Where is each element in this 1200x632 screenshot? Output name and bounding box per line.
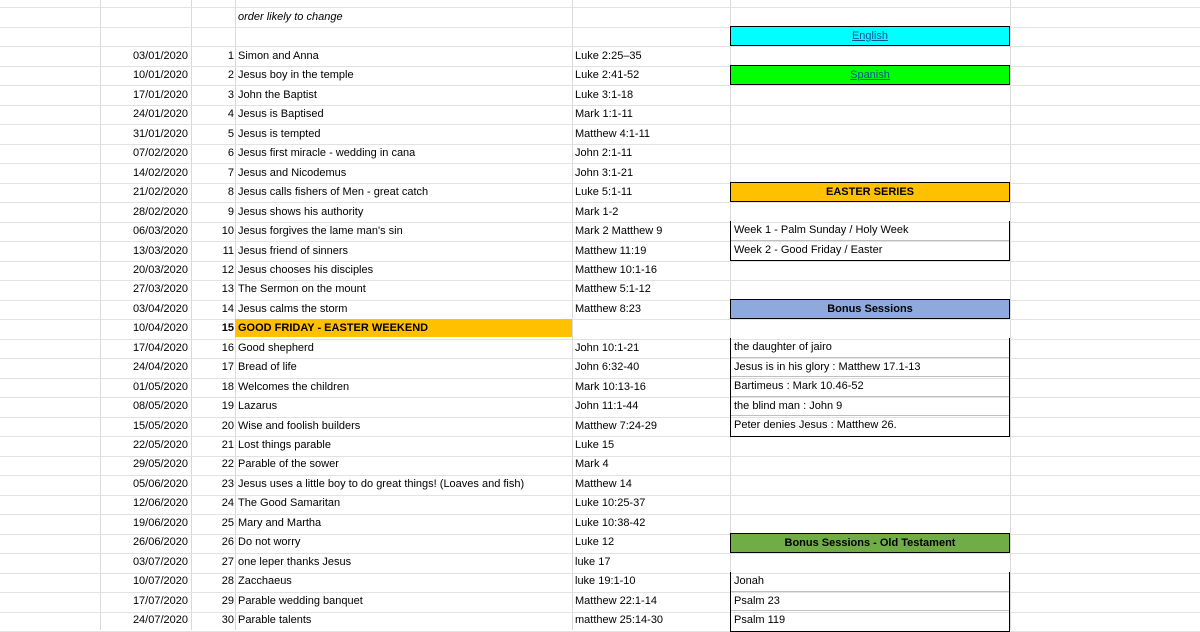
english-link[interactable]: English <box>851 30 889 42</box>
lesson-number-cell[interactable]: 2 <box>227 69 234 82</box>
lesson-date-cell[interactable]: 14/02/2020 <box>132 166 188 179</box>
lesson-title-cell[interactable]: The Good Samaritan <box>238 497 341 510</box>
lesson-title-cell[interactable]: The Sermon on the mount <box>238 283 366 296</box>
lesson-date-cell[interactable]: 19/06/2020 <box>132 516 188 529</box>
lesson-reference-cell[interactable]: Matthew 14 <box>575 477 632 490</box>
lesson-reference-cell[interactable]: Matthew 4:1-11 <box>575 127 651 140</box>
list-item: Jonah <box>731 572 1009 592</box>
lesson-title-cell[interactable]: Jesus and Nicodemus <box>238 166 347 179</box>
lesson-reference-cell[interactable]: John 10:1-21 <box>575 341 640 354</box>
lesson-number-cell[interactable]: 16 <box>221 341 234 354</box>
lesson-title-cell[interactable]: Jesus shows his authority <box>238 205 364 218</box>
lesson-title-cell[interactable]: Jesus forgives the lame man's sin <box>238 225 403 238</box>
lesson-date-cell[interactable]: 10/07/2020 <box>132 575 188 588</box>
lesson-date-cell[interactable]: 17/07/2020 <box>132 594 188 607</box>
list-item: the blind man : John 9 <box>731 397 1009 417</box>
lesson-title-cell[interactable]: Welcomes the children <box>238 380 350 393</box>
lesson-title-cell[interactable]: Mary and Martha <box>238 516 322 529</box>
lesson-number-cell[interactable]: 28 <box>221 575 234 588</box>
lesson-date-cell[interactable]: 12/06/2020 <box>132 497 188 510</box>
lesson-number-cell[interactable]: 19 <box>221 400 234 413</box>
column-divider <box>1010 0 1011 630</box>
lesson-number-cell[interactable]: 27 <box>221 555 234 568</box>
lesson-reference-cell[interactable] <box>575 319 725 338</box>
lesson-date-cell[interactable]: 24/04/2020 <box>132 361 188 374</box>
lesson-title-cell[interactable]: Bread of life <box>238 361 297 374</box>
lesson-date-cell[interactable]: 24/07/2020 <box>132 614 188 627</box>
lesson-date-cell[interactable]: 03/07/2020 <box>132 555 188 568</box>
lesson-date-cell[interactable]: 13/03/2020 <box>132 244 188 257</box>
lesson-reference-cell[interactable]: John 3:1-21 <box>575 166 634 179</box>
lesson-title-cell[interactable]: Jesus uses a little boy to do great things! (Loaves and fish) <box>238 477 525 490</box>
lesson-title-cell[interactable]: Jesus friend of sinners <box>238 244 349 257</box>
lesson-number-cell[interactable]: 4 <box>227 108 234 121</box>
lesson-number-cell[interactable]: 10 <box>221 225 234 238</box>
lesson-number-cell[interactable]: 15 <box>221 322 234 335</box>
lesson-number-cell[interactable]: 30 <box>221 614 234 627</box>
lesson-date-cell[interactable]: 20/03/2020 <box>132 263 188 276</box>
lesson-reference-cell[interactable]: Luke 10:25-37 <box>575 497 646 510</box>
lesson-reference-cell[interactable]: Luke 3:1-18 <box>575 88 634 101</box>
lesson-number-cell[interactable]: 20 <box>221 419 234 432</box>
lesson-title-cell[interactable]: Lost things parable <box>238 439 331 451</box>
lesson-title-cell[interactable]: Jesus calls fishers of Men - great catch <box>238 186 429 199</box>
lesson-date-cell[interactable]: 22/05/2020 <box>132 439 188 451</box>
lesson-reference-cell[interactable]: Matthew 5:1-12 <box>575 283 651 296</box>
lesson-date-cell[interactable]: 06/03/2020 <box>132 225 188 238</box>
lesson-number-cell[interactable]: 17 <box>221 361 234 374</box>
list-item: Bartimeus : Mark 10.46-52 <box>731 377 1009 397</box>
lesson-date-cell[interactable]: 21/02/2020 <box>132 186 188 199</box>
lesson-title-cell[interactable]: Simon and Anna <box>238 50 319 62</box>
lesson-number-cell[interactable]: 3 <box>227 88 234 101</box>
lesson-reference-cell[interactable]: Matthew 8:23 <box>575 302 642 315</box>
easter-series-heading <box>730 182 1010 202</box>
lesson-number-cell[interactable]: 6 <box>227 147 234 160</box>
sheet-subtitle: order likely to change <box>238 11 343 23</box>
lesson-date-cell[interactable]: 03/01/2020 <box>132 50 188 62</box>
lesson-reference-cell[interactable]: Luke 10:38-42 <box>575 516 646 529</box>
lesson-date-cell[interactable]: 29/05/2020 <box>132 458 188 471</box>
lesson-date-cell[interactable]: 10/01/2020 <box>132 69 188 82</box>
lesson-number-cell[interactable]: 12 <box>221 263 234 276</box>
spanish-cell[interactable] <box>730 65 1010 85</box>
lesson-reference-cell[interactable]: Luke 2:41-52 <box>575 69 640 82</box>
list-item: Peter denies Jesus : Matthew 26. <box>734 419 897 431</box>
lesson-title-cell[interactable]: Parable wedding banquet <box>238 594 363 607</box>
column-divider <box>572 0 573 630</box>
lesson-number-cell[interactable]: 18 <box>221 380 234 393</box>
lesson-date-cell[interactable]: 28/02/2020 <box>132 205 188 218</box>
lesson-title-cell[interactable]: Jesus is tempted <box>238 127 321 140</box>
bonus-ot-label: Bonus Sessions - Old Testament <box>784 537 956 549</box>
lesson-number-cell[interactable]: 9 <box>227 205 234 218</box>
lesson-reference-cell[interactable]: Luke 5:1-11 <box>575 186 633 199</box>
lesson-reference-cell[interactable]: John 2:1-11 <box>575 147 633 160</box>
list-item: Jesus is in his glory : Matthew 17.1-13 <box>731 358 1009 378</box>
lesson-date-cell[interactable]: 26/06/2020 <box>132 536 188 549</box>
lesson-number-cell[interactable]: 24 <box>221 497 234 510</box>
lesson-title-cell[interactable]: Zacchaeus <box>238 575 292 588</box>
lesson-reference-cell[interactable]: Matthew 11:19 <box>575 244 647 257</box>
lesson-date-cell[interactable]: 17/04/2020 <box>132 341 188 354</box>
lesson-date-cell[interactable]: 27/03/2020 <box>132 283 188 296</box>
lesson-date-cell[interactable]: 24/01/2020 <box>132 108 188 121</box>
lesson-title-cell[interactable]: Jesus first miracle - wedding in cana <box>238 147 416 160</box>
lesson-title-cell[interactable]: Jesus calms the storm <box>238 302 348 315</box>
lesson-date-cell[interactable]: 31/01/2020 <box>132 127 188 140</box>
lesson-number-cell[interactable]: 5 <box>227 127 234 140</box>
lesson-number-cell[interactable]: 11 <box>222 244 234 257</box>
lesson-date-cell[interactable]: 05/06/2020 <box>132 477 188 490</box>
easter-series-list <box>730 221 1010 261</box>
lesson-reference-cell[interactable]: John 11:1-44 <box>575 400 639 413</box>
list-item: the daughter of jairo <box>731 338 1009 358</box>
lesson-title-cell[interactable]: Wise and foolish builders <box>238 419 361 432</box>
spanish-link[interactable]: Spanish <box>850 69 890 81</box>
bonus-sessions-list <box>730 338 1010 437</box>
lesson-reference-cell[interactable]: luke 17 <box>575 555 611 568</box>
lesson-date-cell[interactable]: 08/05/2020 <box>132 400 188 413</box>
lesson-number-cell[interactable]: 14 <box>221 302 234 315</box>
list-item: Week 1 - Palm Sunday / Holy Week <box>731 221 1009 241</box>
lesson-date-cell[interactable]: 15/05/2020 <box>132 419 188 432</box>
lesson-title-cell[interactable]: Jesus boy in the temple <box>238 69 354 82</box>
lesson-reference-cell[interactable]: Luke 12 <box>575 536 615 549</box>
lesson-date-cell[interactable]: 10/04/2020 <box>132 322 188 335</box>
lesson-number-cell[interactable]: 26 <box>221 536 234 549</box>
lesson-number-cell[interactable]: 21 <box>221 439 234 451</box>
row-divider <box>0 7 1200 8</box>
bonus-ot-list <box>730 572 1010 632</box>
bonus-ot-heading <box>730 533 1010 553</box>
lesson-reference-cell[interactable]: Luke 15 <box>575 439 615 451</box>
lesson-reference-cell[interactable]: Mark 1-2 <box>575 205 619 218</box>
list-item: Psalm 119 <box>734 614 786 626</box>
lesson-date-cell[interactable]: 07/02/2020 <box>132 147 188 160</box>
column-divider <box>235 0 236 630</box>
lesson-reference-cell[interactable]: Matthew 22:1-14 <box>575 594 657 607</box>
lesson-number-cell[interactable]: 25 <box>221 516 234 529</box>
lesson-date-cell[interactable]: 17/01/2020 <box>132 88 188 101</box>
lesson-date-cell[interactable]: 03/04/2020 <box>132 302 188 315</box>
lesson-reference-cell[interactable]: Matthew 7:24-29 <box>575 419 657 432</box>
lesson-reference-cell[interactable]: Mark 1:1-11 <box>575 108 633 121</box>
lesson-reference-cell[interactable]: John 6:32-40 <box>575 361 640 374</box>
lesson-title-cell[interactable]: Jesus chooses his disciples <box>238 263 374 276</box>
lesson-reference-cell[interactable]: Mark 2 Matthew 9 <box>575 225 663 238</box>
lesson-reference-cell[interactable]: Mark 4 <box>575 458 609 471</box>
list-item: Psalm 23 <box>731 592 1009 612</box>
list-item: Week 2 - Good Friday / Easter <box>734 243 883 256</box>
lesson-number-cell[interactable]: 8 <box>227 186 234 199</box>
lesson-reference-cell[interactable]: Luke 2:25–35 <box>575 50 642 62</box>
lesson-title-cell[interactable]: Lazarus <box>238 400 278 413</box>
easter-series-label: EASTER SERIES <box>825 186 915 198</box>
lesson-title-cell[interactable]: John the Baptist <box>238 88 317 101</box>
english-cell[interactable] <box>730 26 1010 46</box>
lesson-date-cell[interactable]: 01/05/2020 <box>132 380 188 393</box>
bonus-sessions-heading <box>730 299 1010 319</box>
lesson-title-cell[interactable]: Do not worry <box>238 536 301 549</box>
lesson-title-cell[interactable]: Good shepherd <box>238 341 314 354</box>
lesson-reference-cell[interactable]: Mark 10:13-16 <box>575 380 646 393</box>
bonus-sessions-label: Bonus Sessions <box>827 303 913 315</box>
lesson-title-cell[interactable]: one leper thanks Jesus <box>238 555 352 568</box>
lesson-number-cell[interactable]: 13 <box>221 283 234 296</box>
lesson-number-cell[interactable]: 1 <box>227 50 234 62</box>
row-divider <box>0 27 1200 28</box>
lesson-number-cell[interactable]: 7 <box>227 166 234 179</box>
lesson-reference-cell[interactable]: matthew 25:14-30 <box>575 614 664 627</box>
lesson-reference-cell[interactable]: Matthew 10:1-16 <box>575 263 657 276</box>
lesson-title-cell[interactable]: GOOD FRIDAY - EASTER WEEKEND <box>238 322 429 335</box>
lesson-number-cell[interactable]: 23 <box>221 477 234 490</box>
lesson-number-cell[interactable]: 29 <box>221 594 234 607</box>
lesson-title-cell[interactable]: Jesus is Baptised <box>238 108 324 121</box>
lesson-title-cell[interactable]: Parable of the sower <box>238 458 339 471</box>
lesson-reference-cell[interactable]: luke 19:1-10 <box>575 575 636 588</box>
lesson-number-cell[interactable]: 22 <box>221 458 234 471</box>
lesson-title-cell[interactable]: Parable talents <box>238 614 312 627</box>
